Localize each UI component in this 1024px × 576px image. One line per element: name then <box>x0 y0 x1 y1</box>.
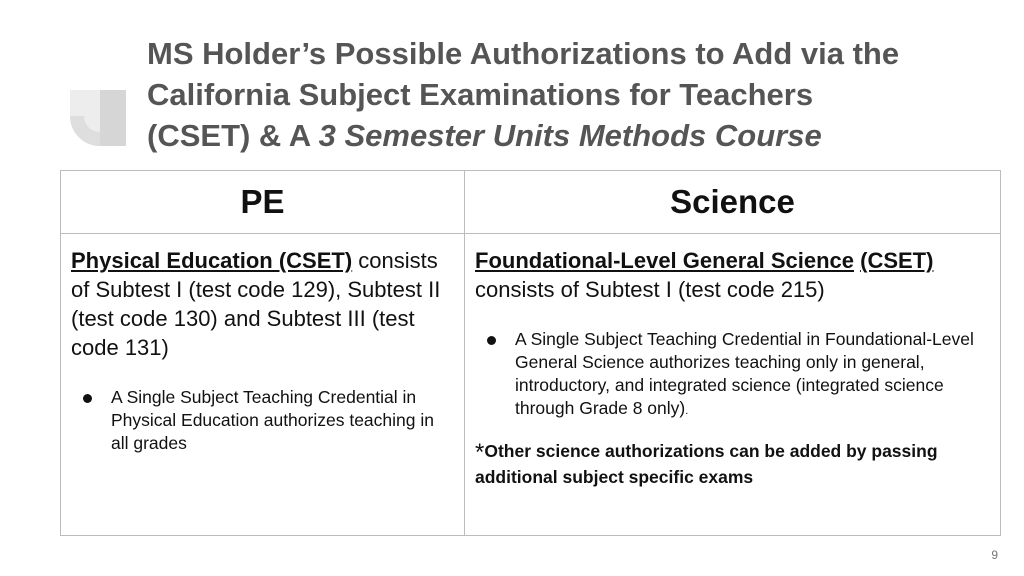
bullet-icon <box>487 336 496 345</box>
pe-bullet-text: A Single Subject Teaching Credential in Physical Education authorizes teaching in all grades <box>111 387 434 453</box>
header-pe: PE <box>61 171 465 234</box>
science-cell <box>465 234 1001 536</box>
science-exam-name-part1: Foundational-Level General Science <box>475 248 854 273</box>
bullet-icon <box>83 394 92 403</box>
pe-bullet-item <box>71 386 456 455</box>
title-line-3 <box>147 115 1007 156</box>
page-title <box>147 33 1007 156</box>
pe-exam-name: Physical Education (CSET) <box>71 248 353 273</box>
science-bullet-end: . <box>685 405 689 417</box>
title-line-2: California Subject Examinations for Teachers <box>147 77 814 112</box>
science-description: consists of Subtest I (test code 215) <box>475 277 825 302</box>
header-science: Science <box>465 171 1001 234</box>
logo-graphic <box>70 90 126 146</box>
title-line-1: MS Holder’s Possible Authorizations to Add via the <box>147 36 900 71</box>
science-note <box>475 439 992 489</box>
science-bullet-item <box>475 328 992 423</box>
pe-intro <box>71 246 456 362</box>
table-row <box>61 234 1001 536</box>
note-asterisk: * <box>475 439 485 466</box>
pe-description: consists of Subtest I (test code 129), Subtest II (test code 130) and Subtest III (test code 131) <box>71 248 441 360</box>
title-line-3-prefix: (CSET) & A <box>147 118 311 153</box>
pe-cell <box>61 234 465 536</box>
science-intro <box>475 246 992 304</box>
pe-bullets <box>71 386 456 455</box>
science-bullet-text: A Single Subject Teaching Credential in Foundational-Level General Science authorizes teaching only in general, introductory, and integrated science (integrated science through Grade 8 only) <box>515 329 974 418</box>
science-bullets <box>475 328 992 423</box>
science-note-text: Other science authorizations can be added by passing additional subject specific exams <box>475 441 938 487</box>
table-header-row <box>61 171 1001 234</box>
title-line-3-italic: 3 Semester Units Methods Course <box>318 118 822 153</box>
science-exam-name-part2: (CSET) <box>860 248 934 273</box>
page-number: 9 <box>991 548 998 562</box>
authorizations-table <box>60 170 1001 536</box>
